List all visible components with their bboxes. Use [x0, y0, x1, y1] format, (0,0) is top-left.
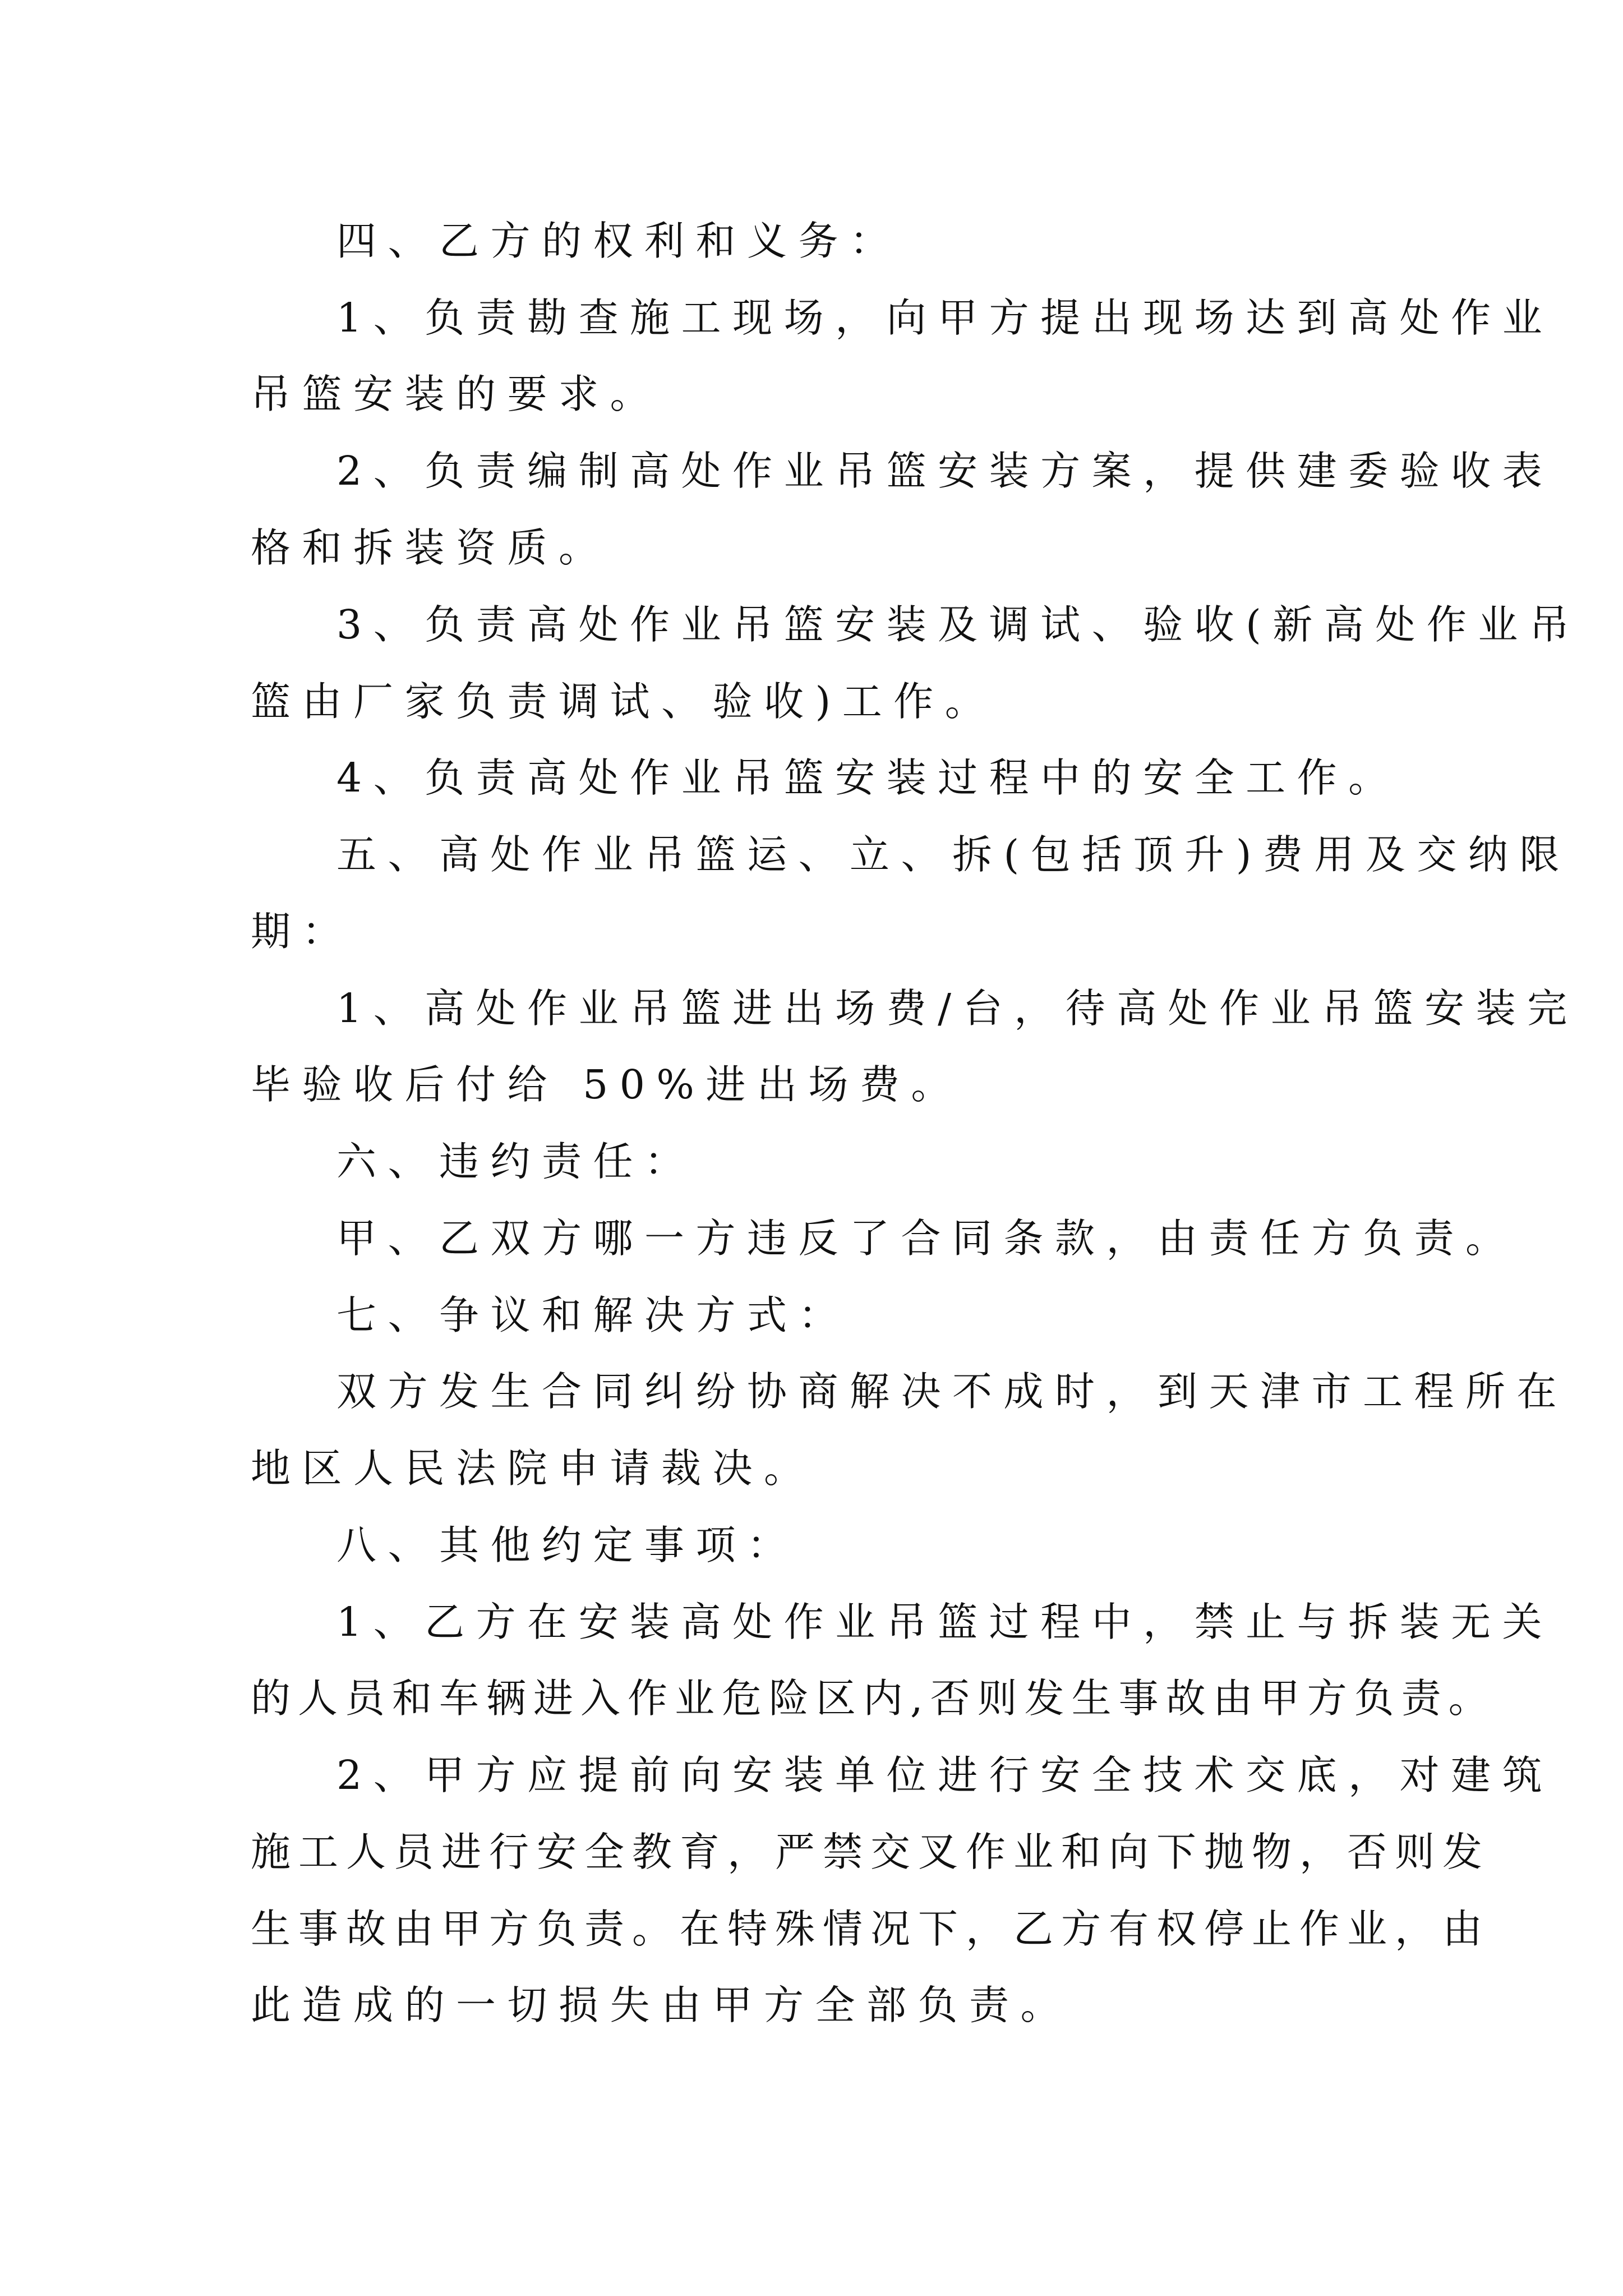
paragraph-line: 的人员和车辆进入作业危险区内,否则发生事故由甲方负责。 — [251, 1675, 1496, 1722]
paragraph-line: 此造成的一切损失由甲方全部负责。 — [251, 1982, 1072, 2028]
paragraph-line: 地区人民法院申请裁决。 — [251, 1445, 815, 1492]
paragraph-line: 1、乙方在安装高处作业吊篮过程中，禁止与拆装无关 — [336, 1599, 1554, 1645]
paragraph-line: 4、负责高处作业吊篮安装过程中的安全工作。 — [336, 754, 1400, 801]
paragraph-line: 毕验收后付给 50%进出场费。 — [251, 1061, 962, 1108]
section-heading-other-matters: 八、其他约定事项： — [336, 1522, 799, 1568]
section-heading-liability: 六、违约责任： — [336, 1138, 696, 1185]
paragraph-line: 双方发生合同纠纷协商解决不成时，到天津市工程所在 — [336, 1368, 1569, 1415]
paragraph-line: 生事故由甲方负责。在特殊情况下，乙方有权停止作业，由 — [251, 1906, 1491, 1952]
paragraph-line: 吊篮安装的要求。 — [251, 371, 662, 417]
section-heading-rights-obligations: 四、乙方的权利和义务： — [336, 218, 901, 264]
paragraph-line: 篮由厂家负责调试、验收)工作。 — [251, 678, 997, 725]
section-heading-disputes: 七、争议和解决方式： — [336, 1292, 850, 1338]
paragraph-line: 1、高处作业吊篮进出场费/台，待高处作业吊篮安装完 — [336, 985, 1579, 1032]
paragraph-line: 施工人员进行安全教育，严禁交叉作业和向下抛物，否则发 — [251, 1829, 1491, 1875]
paragraph-line: 2、甲方应提前向安装单位进行安全技术交底，对建筑 — [336, 1752, 1554, 1798]
paragraph-line: 3、负责高处作业吊篮安装及调试、验收(新高处作业吊 — [336, 601, 1581, 648]
paragraph-line: 甲、乙双方哪一方违反了合同条款，由责任方负责。 — [336, 1215, 1517, 1262]
section-heading-fees: 五、高处作业吊篮运、立、拆(包括顶升)费用及交纳限 — [336, 831, 1571, 878]
paragraph-line: 2、负责编制高处作业吊篮安装方案，提供建委验收表 — [336, 448, 1554, 494]
paragraph-line: 1、负责勘查施工现场，向甲方提出现场达到高处作业 — [336, 295, 1554, 341]
paragraph-line: 期： — [251, 908, 354, 955]
paragraph-line: 格和拆装资质。 — [251, 524, 610, 571]
